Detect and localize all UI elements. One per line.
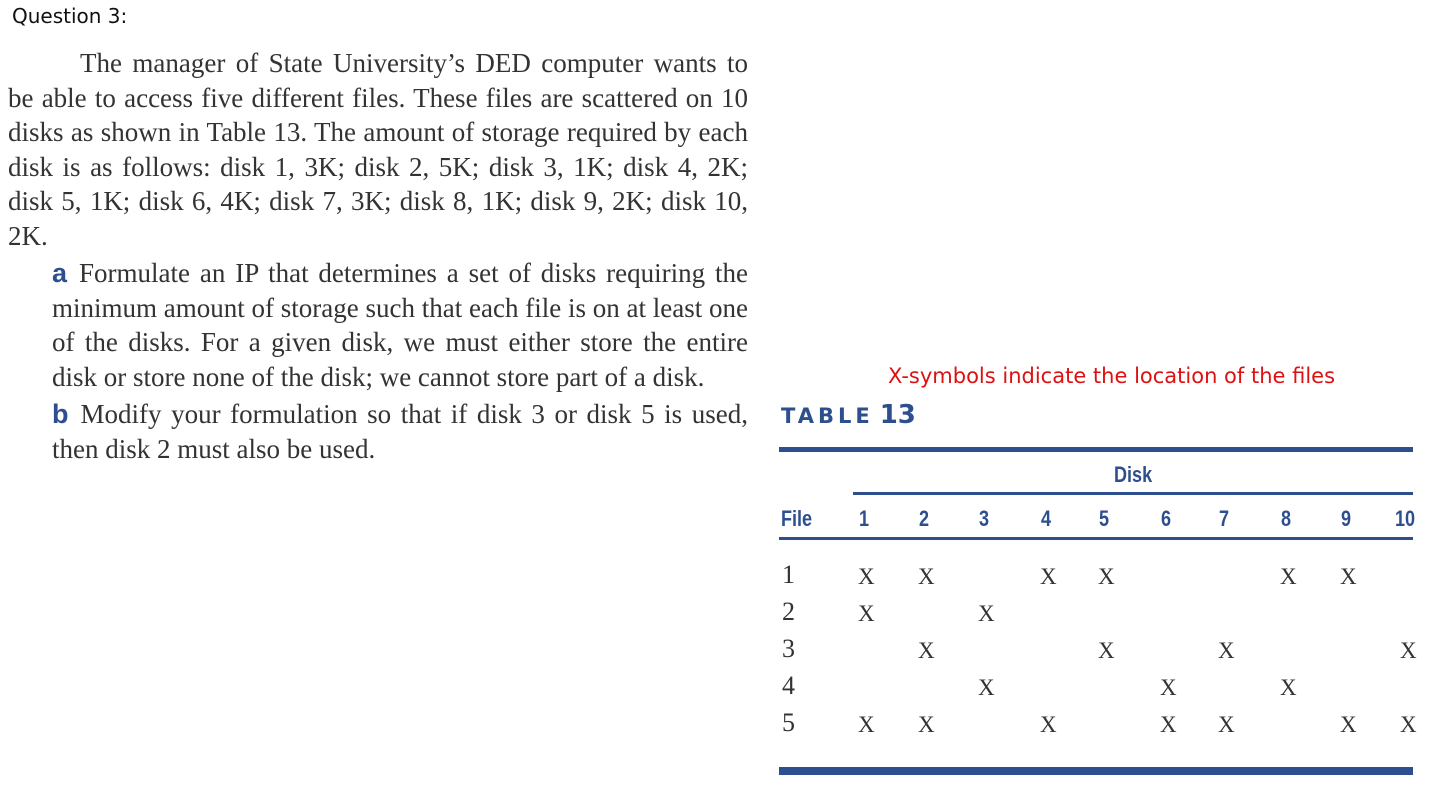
- problem-statement: [8, 46, 748, 466]
- file-number: 4: [782, 671, 795, 700]
- annotation-note: X-symbols indicate the location of the files: [888, 364, 1336, 388]
- file-location-mark: X: [1160, 712, 1177, 737]
- file-location-mark: X: [858, 712, 875, 737]
- column-header: 7: [1218, 506, 1229, 531]
- file-location-mark: X: [918, 564, 935, 589]
- part-b: [52, 397, 748, 466]
- question-title: Question 3:: [12, 4, 128, 28]
- file-number: 3: [782, 634, 795, 663]
- file-location-mark: X: [1400, 712, 1417, 737]
- part-a-text: Formulate an IP that determines a set of disks requiring the minimum amount of storage such that each file is on at least one of the disks. For a given disk, we must either store the entire disk or store none of the disk; we cannot store part of a disk.: [52, 258, 748, 392]
- part-a-label: a: [52, 258, 68, 288]
- file-location-mark: X: [1160, 675, 1177, 700]
- file-location-mark: X: [858, 601, 875, 626]
- column-header: 4: [1040, 506, 1051, 531]
- column-header: 6: [1160, 506, 1171, 531]
- table-bottom-rule: [779, 767, 1413, 775]
- table-title-word: TABLE: [781, 404, 874, 428]
- file-location-mark: X: [978, 675, 995, 700]
- column-header: 2: [918, 506, 929, 531]
- problem-intro: The manager of State University’s DED computer wants to be able to access five different files. These files are scattered on 10 disks as shown in Table 13. The amount of storage required by each disk is as follows: disk 1, 3K; disk 2, 5K; disk 3, 1K; disk 4, 2K; disk 5, 1K; disk 6, 4K; disk 7, 3K; disk 8, 1K; disk 9, 2K; disk 10, 2K.: [8, 48, 748, 251]
- file-location-mark: X: [918, 638, 935, 663]
- column-header: 9: [1340, 506, 1351, 531]
- group-header-rule: [853, 492, 1413, 495]
- column-header: 10: [1395, 506, 1416, 531]
- row-header-file: File: [781, 506, 813, 531]
- file-location-mark: X: [1280, 564, 1297, 589]
- file-location-mark: X: [1098, 564, 1115, 589]
- header-bottom-rule: [779, 537, 1413, 540]
- part-b-label: b: [52, 399, 69, 429]
- part-b-text: Modify your formulation so that if disk 3 or disk 5 is used, then disk 2 must also be used.: [52, 399, 748, 464]
- column-header: 5: [1098, 506, 1109, 531]
- part-a: [52, 256, 748, 394]
- file-location-mark: X: [1040, 564, 1057, 589]
- file-location-mark: X: [1280, 675, 1297, 700]
- table-top-rule: [779, 447, 1413, 452]
- file-location-mark: X: [858, 564, 875, 589]
- file-location-mark: X: [1340, 712, 1357, 737]
- column-header: 8: [1280, 506, 1291, 531]
- column-header: 1: [858, 506, 869, 531]
- column-header: 3: [978, 506, 989, 531]
- file-location-mark: X: [1218, 712, 1235, 737]
- file-location-mark: X: [1040, 712, 1057, 737]
- file-location-mark: X: [978, 601, 995, 626]
- file-number: 5: [782, 708, 795, 737]
- file-location-mark: X: [918, 712, 935, 737]
- file-location-mark: X: [1340, 564, 1357, 589]
- file-location-mark: X: [1400, 638, 1417, 663]
- file-number: 1: [782, 560, 795, 589]
- table-title: [781, 400, 916, 430]
- file-location-mark: X: [1218, 638, 1235, 663]
- group-header-disk: Disk: [1114, 462, 1153, 487]
- file-location-mark: X: [1098, 638, 1115, 663]
- file-number: 2: [782, 597, 795, 626]
- table-title-number: 13: [879, 400, 916, 430]
